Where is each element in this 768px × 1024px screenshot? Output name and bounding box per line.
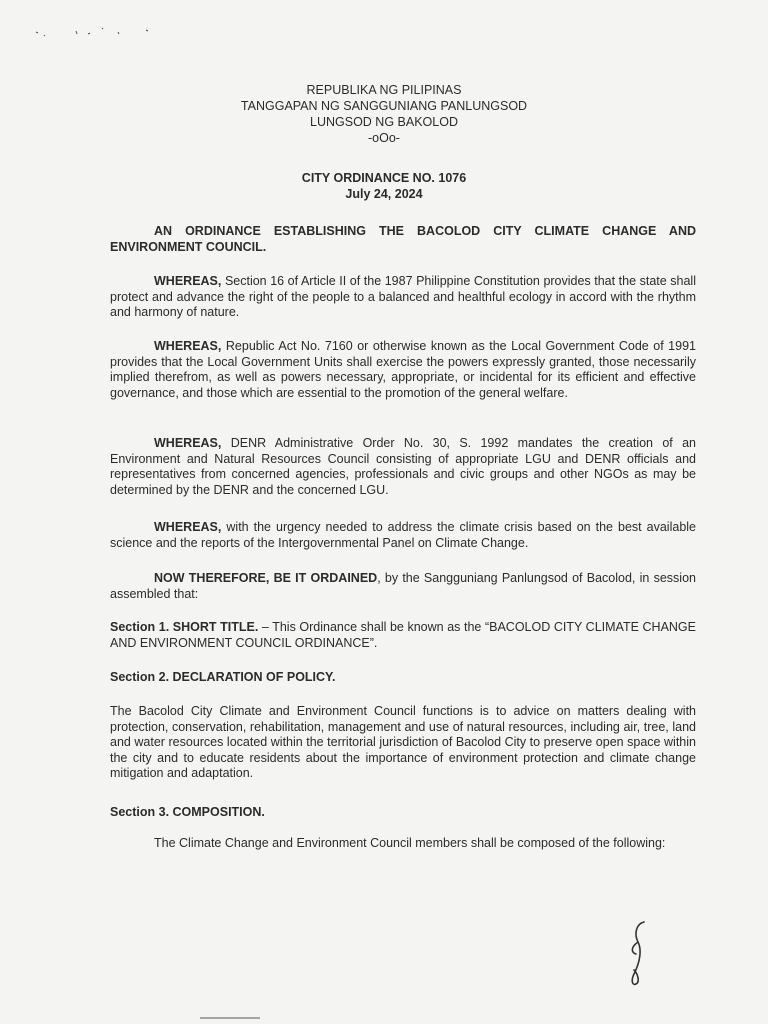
ordinance-title-line1: AN ORDINANCE ESTABLISHING THE BACOLOD CITY CLIMATE CHANGE AND — [154, 224, 696, 238]
section-2-text: The Bacolod City Climate and Environment Council functions is to advice on matters dealing with protection, conservation, rehabilitation, management and use of natural resources, including air, tree, land and water resources located within the territorial jurisdiction of Bacolod City to preserve open space within the city and to educate residents about the importance of environment protection and climate change mitigation and adaptation. — [110, 704, 696, 780]
letterhead-office: TANGGAPAN NG SANGGUNIANG PANLUNGSOD — [240, 99, 528, 113]
whereas-lead: WHEREAS, — [154, 436, 222, 450]
ordinance-title — [110, 224, 696, 255]
whereas-paragraph-3 — [110, 436, 696, 498]
whereas-lead: WHEREAS, — [154, 274, 222, 288]
whereas-text: Section 16 of Article II of the 1987 Philippine Constitution provides that the state shall protect and advance the right of the people to a balanced and healthful ecology in accord with the rhythm and harmony of nature. — [110, 274, 696, 319]
section-1-heading: Section 1. SHORT TITLE. — [110, 620, 259, 634]
ordinance-heading — [0, 170, 768, 202]
section-3-text: The Climate Change and Environment Council members shall be composed of the following: — [154, 836, 666, 850]
scan-specks — [30, 22, 160, 40]
whereas-text: with the urgency needed to address the climate crisis based on the best available science and the reports of the Intergovernmental Panel on Climate Change. — [110, 520, 696, 550]
ordinance-title-line2: ENVIRONMENT COUNCIL. — [110, 239, 267, 254]
section-2-heading: Section 2. DECLARATION OF POLICY. — [110, 670, 336, 684]
section-3-heading: Section 3. COMPOSITION. — [110, 805, 265, 819]
ordained-lead: NOW THEREFORE, BE IT ORDAINED — [154, 571, 378, 585]
ordinance-date: July 24, 2024 — [345, 187, 423, 201]
whereas-paragraph-4 — [110, 520, 696, 551]
whereas-lead: WHEREAS, — [154, 339, 222, 353]
whereas-text: DENR Administrative Order No. 30, S. 1992 mandates the creation of an Environment and Natural Resources Council consisting of appropriate LGU and DENR officials and representatives from concerned agencies, professionals and civic groups and other NGOs as may be determined by the DENR and the concerned LGU. — [110, 436, 696, 497]
section-1-text: – This Ordinance shall be known as the “BACOLOD CITY CLIMATE CHANGE AND ENVIRONMENT COUNCIL ORDINANCE”. — [110, 620, 696, 650]
whereas-paragraph-1 — [110, 274, 696, 321]
whereas-paragraph-2 — [110, 339, 696, 401]
scan-edge-mark — [200, 1016, 260, 1020]
ordained-paragraph — [110, 571, 696, 602]
section-1 — [110, 620, 696, 651]
letterhead-republic: REPUBLIKA NG PILIPINAS — [306, 83, 462, 97]
handwritten-signature — [618, 918, 658, 990]
whereas-text: Republic Act No. 7160 or otherwise known as the Local Government Code of 1991 provides that the Local Government Units shall exercise the powers expressly granted, those necessarily implied therefrom, as well as powers necessary, appropriate, or incidental for its efficient and effective governance, and those which are essential to the promotion of the general welfare. — [110, 339, 696, 400]
letterhead — [0, 82, 768, 146]
ordinance-number: CITY ORDINANCE NO. 1076 — [301, 171, 467, 185]
letterhead-city: LUNGSOD NG BAKOLOD — [310, 115, 458, 129]
whereas-lead: WHEREAS, — [154, 520, 222, 534]
letterhead-ornament: -oOo- — [368, 131, 400, 145]
ordained-text: , by the Sangguniang Panlungsod of Bacolod, in session assembled that: — [110, 571, 696, 601]
